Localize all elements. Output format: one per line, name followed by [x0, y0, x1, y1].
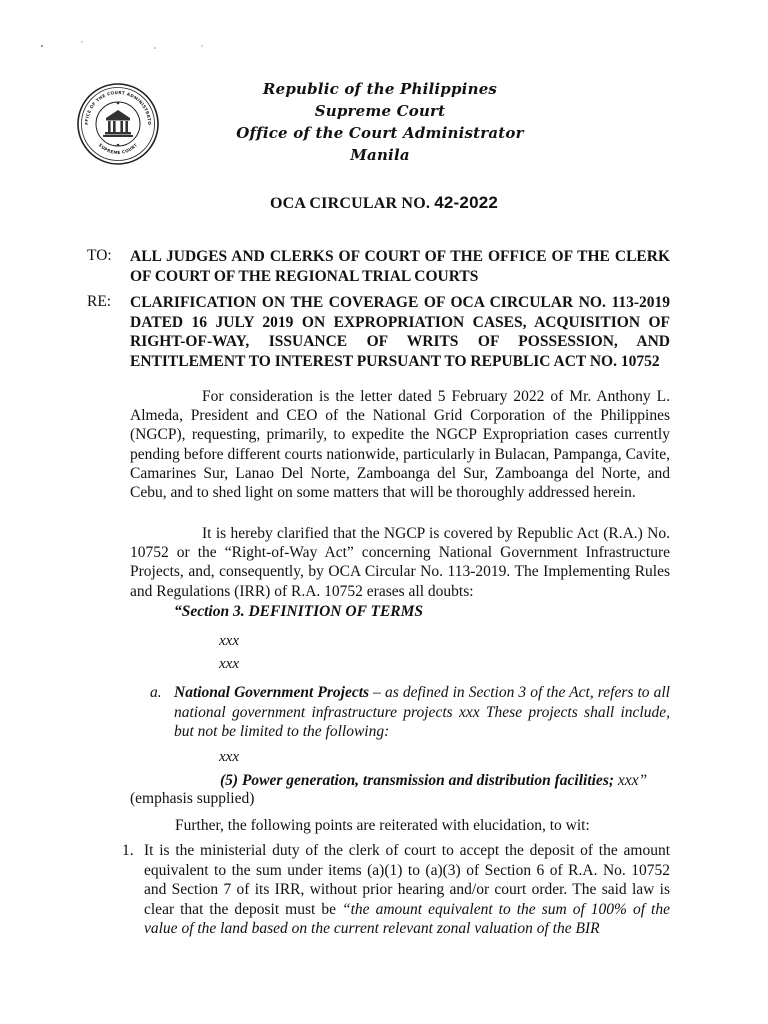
circular-number: 42-2022: [434, 193, 499, 212]
re-line: [87, 293, 670, 391]
header-supreme-court: Supreme Court: [314, 102, 446, 120]
to-label: TO:: [87, 247, 112, 264]
item-1-label: 1.: [122, 842, 134, 859]
seal-top-text: FFICE OF THE COURT ADMINISTRATO: [83, 89, 153, 126]
item-5-tail: xxx”: [614, 772, 648, 789]
item-a-term: National Government Projects: [174, 684, 370, 701]
ellipsis-xxx-3: xxx: [219, 749, 239, 765]
letterhead: [230, 78, 530, 166]
item-1-text: [144, 841, 670, 939]
item-a: [150, 683, 670, 743]
circular-title: [0, 193, 768, 213]
to-text: ALL JUDGES AND CLERKS OF COURT OF THE OFFICE OF THE CLERK OF COURT OF THE REGIONAL TRIAL COURTS: [130, 248, 670, 285]
header-oca: Office of the Court Administrator: [236, 124, 524, 142]
seal-bottom-text: SUPREME COURT: [97, 142, 139, 156]
header-republic: Republic of the Philippines: [262, 80, 498, 98]
ellipsis-xxx-1: xxx: [219, 633, 239, 649]
item-1-quote: “the amount equivalent to the sum of 100% of the value of the land based on the current relevant zonal valuation of the BIR: [144, 900, 670, 938]
section-heading: “Section 3. DEFINITION OF TERMS: [174, 603, 424, 620]
circular-prefix: OCA CIRCULAR NO.: [269, 195, 431, 212]
paragraph-2-text: It is hereby clarified that the NGCP is covered by Republic Act (R.A.) No. 10752 or the “Right-of-Way Act” concerning National Government Infrastructure Projects, and, consequently, by OCA Circular No. 113-2019. The Implementing Rules and Regulations (IRR) of R.A. 10752 erases all doubts:: [130, 525, 670, 600]
paragraph-1: [130, 387, 670, 502]
ellipsis-xxx-2: xxx: [219, 656, 239, 672]
to-line: [87, 247, 670, 287]
item-a-text: [174, 683, 670, 742]
item-5-text: (5) Power generation, transmission and distribution facilities;: [220, 772, 615, 789]
header-city: Manila: [350, 146, 410, 164]
emphasis-note: (emphasis supplied): [130, 790, 255, 807]
item-1-plain: It is the ministerial duty of the clerk of court to accept the deposit of the amount equivalent to the sum under items (a)(1) to (a)(3) of Section 6 of R.A. No. 10752 and Section 7 of its IRR, without prior hearing and/or court order. The said law is clear that the deposit must be: [144, 842, 670, 918]
item-a-definition: – as defined in Section 3 of the Act, refers to all national government infrastructure projects xxx These projects shall include, but not be limited to the following:: [174, 684, 670, 740]
further-intro: Further, the following points are reiterated with elucidation, to wit:: [175, 817, 590, 834]
quoted-item-5: [220, 772, 647, 790]
paragraph-2: [130, 524, 670, 601]
item-a-label: a.: [150, 684, 162, 701]
re-label: RE:: [87, 293, 112, 310]
re-text: CLARIFICATION ON THE COVERAGE OF OCA CIRCULAR NO. 113-2019 DATED 16 JULY 2019 ON EXPROPRIATION CASES, ACQUISITION OF RIGHT-OF-WAY, ISSUANCE OF WRITS OF POSSESSION, AND ENTITLEMENT TO INTEREST PURSUANT TO REPUBLIC ACT NO. 10752: [130, 294, 670, 370]
oca-seal-logo: [76, 82, 160, 166]
scan-specks: [30, 38, 230, 58]
numbered-item-1: [122, 841, 670, 941]
paragraph-1-text: For consideration is the letter dated 5 February 2022 of Mr. Anthony L. Almeda, President and CEO of the National Grid Corporation of the Philippines (NGCP), requesting, primarily, to expedite the NGCP Expropriation cases currently pending before different courts nationwide, particularly in Bulacan, Pampanga, Cavite, Camarines Sur, Lanao Del Norte, Zamboanga del Sur, Zamboanga del Norte, and Cebu, and to shed light on some matters that will be thoroughly addressed herein.: [130, 388, 670, 502]
